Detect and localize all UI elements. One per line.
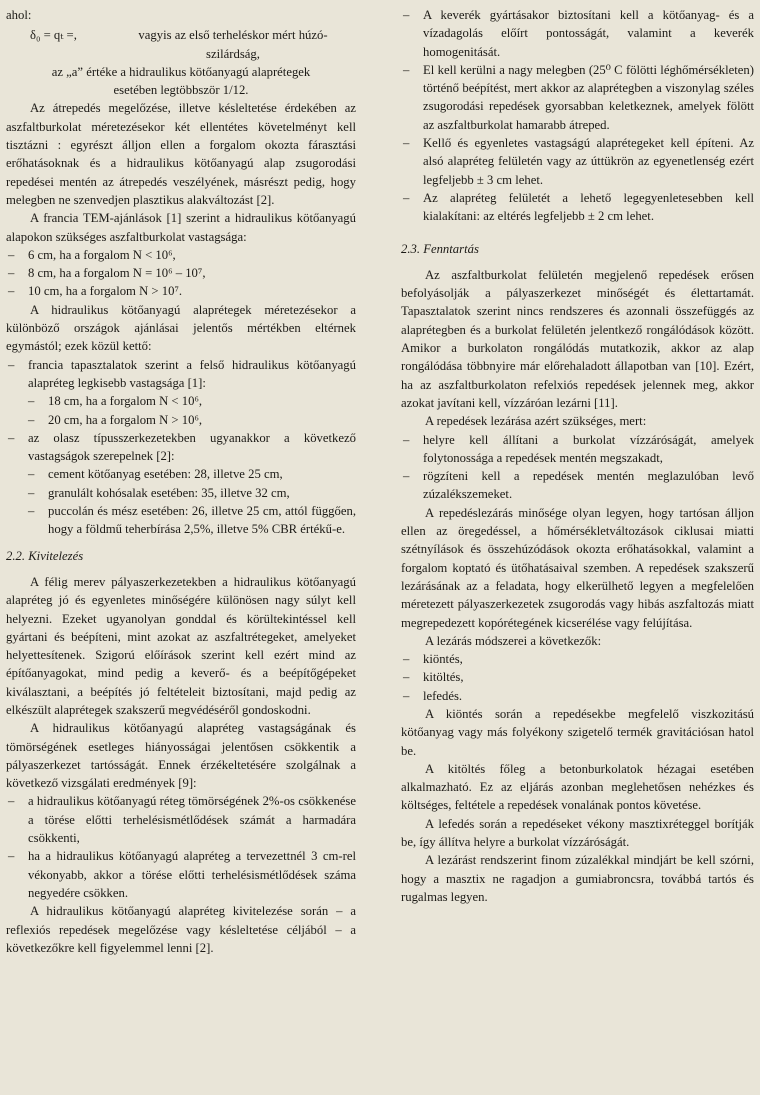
list-item: – A keverék gyártásakor biztosítani kell a kötőanyag- és a vízadagolás előírt pontosságát, valamint a keverék homogenitását.: [401, 6, 754, 61]
list-item: – helyre kell állítani a burkolat vízzáróságát, amelyek folytonossága a repedések mentén megszakadt,: [401, 431, 754, 468]
paragraph: A lezárást rendszerint finom zúzalékkal mindjárt be kell szórni, hogy a masztix ne ragadjon a gumiabroncsra, továbbá tartós és rugalmas legyen.: [401, 853, 754, 904]
list-item: – 6 cm, ha a forgalom N < 10⁶,: [6, 246, 356, 264]
list-item: – francia tapasztalatok szerint a felső hidraulikus kötőanyagú alapréteg legkisebb vastagsága [1]:: [6, 356, 356, 393]
formula-line: [6, 26, 356, 63]
paragraph: A hidraulikus kötőanyagú alaprétegek méretezésekor a különböző országok ajánlásai jelentős mértékben eltérnek egymástól; ezek közül kettő:: [6, 302, 356, 354]
sub-list-item: – puccolán és mész esetében: 26, illetve 25 cm, attól függően, hogy a földmű teherbírása 2,5%, illetve 5% CBR értékű-e.: [6, 502, 356, 539]
list-item: – Az alapréteg felületét a lehető legegyenletesebben kell kialakítani: az eltérés legfeljebb ± 2 cm lehet.: [401, 189, 754, 226]
list-item: – az olasz típusszerkezetekben ugyanakkor a következő vastagságok szerepelnek [2]:: [6, 429, 356, 466]
paragraph: A lezárás módszerei a következők:: [425, 633, 602, 648]
formula-a-line1: az „a” értéke a hidraulikus kötőanyagú alaprétegek: [51, 64, 311, 79]
formula-lhs: δ₀ = qₜ =,: [30, 28, 77, 43]
paragraph: A lefedés során a repedéseket vékony masztixréteggel borítják be, így állítva helyre a burkolat vízzáróságát.: [401, 816, 754, 850]
list-item: – kitöltés,: [401, 668, 754, 686]
paragraph: A repedéslezárás minősége olyan legyen, hogy tartósan álljon ellen az öregedéssel, a hőmérsékletváltozások ciklusai miatti szétnyílások és összehúzódások okozta erőhatásokkal, valamint a forgalom koptató és ütőhatásaival szemben. A repedések szakszerű lezárásának az a feladata, hogy elkerülhető legyen a megfelelően méretezett pályaszerkezetek zsugorodás vagy hibás aszfaltozás miatt megrepedezett kopórétegének kicserélése vagy felújítása.: [401, 505, 754, 630]
sub-list-item: – 18 cm, ha a forgalom N < 10⁶,: [6, 392, 356, 410]
list-item: – rögzíteni kell a repedések mentén meglazulóban levő zúzalékszemeket.: [401, 467, 754, 504]
list-item: – 10 cm, ha a forgalom N > 10⁷.: [6, 282, 356, 300]
paragraph: A hidraulikus kötőanyagú alapréteg vastagságának és tömörségének esetleges hiányosságai jelentősen csökkentik a pályaszerkezet tartósságát. Ennek érzékeltetésére szolgálnak a következő vizsgálati eredmények [9]:: [6, 721, 356, 791]
list-item: – El kell kerülni a nagy melegben (25⁰ C fölötti léghőmérsékleten) történő beépítést, mert akkor az alaprétegben a viszonylag széles zsugorodási repedések gyorsabban keletkeznek, amelyek fölött az aszfaltburkolat hamarabb átreped.: [401, 61, 754, 134]
formula-a-line2: esetében legtöbbször 1/12.: [113, 83, 249, 98]
paragraph: A francia TEM-ajánlások [1] szerint a hidraulikus kötőanyagú alapokon szükséges aszfaltburkolat vastagsága:: [6, 211, 356, 244]
sub-list-item: – 20 cm, ha a forgalom N > 10⁶,: [6, 411, 356, 429]
list-item: – Kellő és egyenletes vastagságú alaprétegeket kell építeni. Az alsó alapréteg felületén vagy az úttükrön az egyenetlenség ezért legfeljebb ± 3 cm lehet.: [401, 134, 754, 189]
paragraph: A félig merev pályaszerkezetekben a hidraulikus kötőanyagú alapréteg jó és egyenletes minőségére különösen nagy súlyt kell helyezni. Ezeket ugyanolyan gonddal és körültekintéssel kell gyártani és beépíteni, mint azokat az aszfaltrétegeket, amelyeket helyettesítenek. Szigorú előírások szerint kell ezért mind az építőanyagokat, mind pedig a keverő- és a beépítőgépeket kiválasztani, a beépítés jó feltételeit biztosítani, majd pedig az elkészült alaprétegek szakszerű megvédéséről gondoskodni.: [6, 574, 356, 717]
section-heading: 2.2. Kivitelezés: [6, 548, 84, 563]
formula-rhs-line2: szilárdság,: [206, 46, 260, 61]
list-item: – kiöntés,: [401, 650, 754, 668]
formula-rhs-line1: vagyis az első terheléskor mért húzó-: [138, 28, 328, 43]
list-item: – lefedés.: [401, 687, 754, 705]
list-item: – a hidraulikus kötőanyagú réteg tömörségének 2%-os csökkenése a törése előtti terhelésismétlődések számát a harmadára csökkenti,: [6, 792, 356, 847]
ahol-label: ahol:: [6, 8, 32, 22]
paragraph: Az átrepedés megelőzése, illetve késleltetése érdekében az aszfaltburkolat méretezésekor két ellentétes követelményt kell tisztázni : egyrészt álljon ellen a forgalom okozta fárasztási erőhatásoknak és a hidraulikus kötőanyagú alap zsugorodási repedései mentén az átrepedés veszélyének, másrészt pedig, hogy melegben ne szenvedjen plasztikus alakváltozást [2].: [6, 101, 356, 207]
list-item: – ha a hidraulikus kötőanyagú alapréteg a tervezettnél 3 cm-rel vékonyabb, akkor a törése előtti terhelésismétlődések száma negyedére csökken.: [6, 847, 356, 902]
paragraph: A hidraulikus kötőanyagú alapréteg kivitelezése során – a reflexiós repedések megelőzése vagy késleltetése céljából – a következőkre kell figyelemmel lenni [2].: [6, 904, 356, 955]
sub-list-item: – cement kötőanyag esetében: 28, illetve 25 cm,: [6, 465, 356, 483]
paragraph: A kiöntés során a repedésekbe megfelelő viszkozitású kötőanyag vagy más folyékony szigetelő termék gravitációsan hatol be.: [401, 706, 754, 758]
list-item: – 8 cm, ha a forgalom N = 10⁶ – 10⁷,: [6, 264, 356, 282]
paragraph: Az aszfaltburkolat felületén megjelenő repedések erősen befolyásolják a pályaszerkezet minőségét és élettartamát. Tapasztalatok szerint nincs rendszeres és azonnali összefüggés az alaprétegben és a burkolat felületén jelentkező rongálódások között. Amikor a burkolaton rongálódás mutatkozik, akkor az alap rongálódása többnyire már előrehaladott állapotban van [10]. Ezért, ha az aszfaltburkolaton refelxiós repedések jelennek meg, akkor azokat javítani kell, vízzáróan lezárni [11].: [401, 267, 754, 410]
section-heading: 2.3. Fenntartás: [401, 241, 479, 256]
formula-rhs: [110, 26, 356, 63]
paragraph: A kitöltés főleg a betonburkolatok hézagai esetében alkalmazható. Ez az eljárás azonban meglehetősen nehézkes és költséges, feltétele a repedések vonalának pontos követése.: [401, 761, 754, 813]
left-column: [6, 6, 356, 957]
sub-list-item: – granulált kohósalak esetében: 35, illetve 32 cm,: [6, 484, 356, 502]
paragraph: A repedések lezárása azért szükséges, mert:: [425, 414, 647, 429]
right-column: [401, 6, 754, 906]
